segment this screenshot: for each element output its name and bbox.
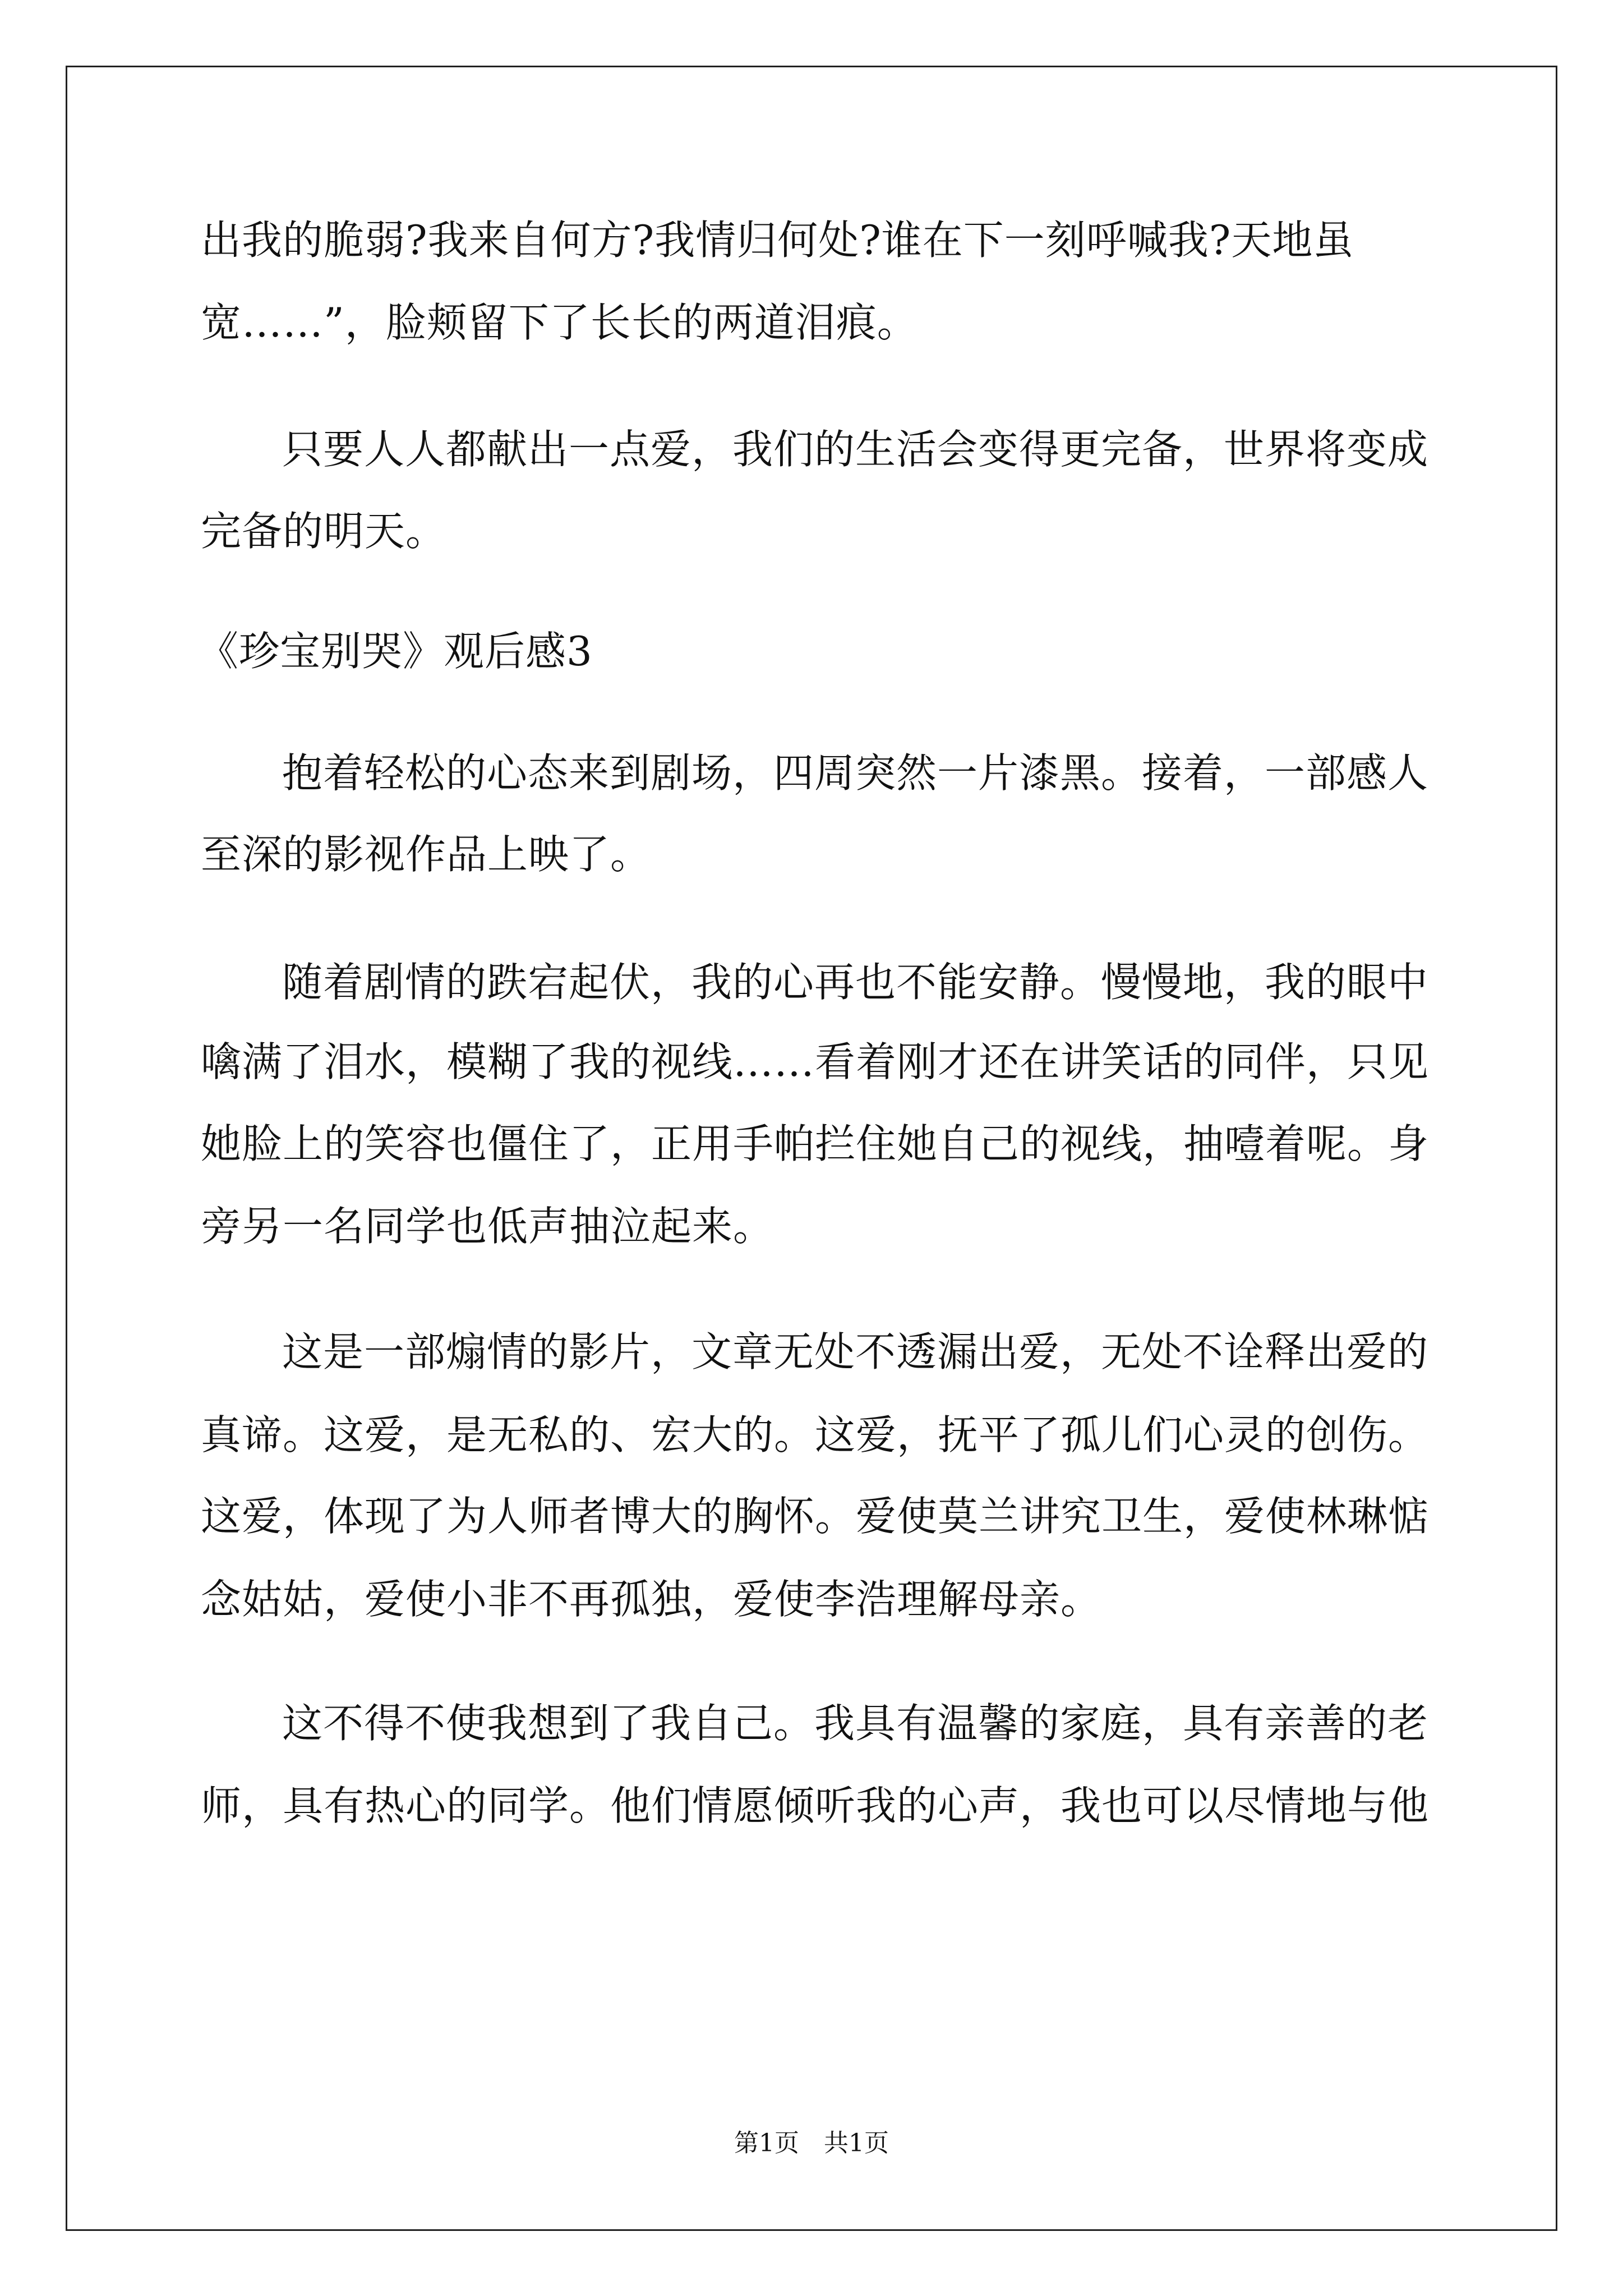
text-line: 师，具有热心的同学。他们情愿倾听我的心声，我也可以尽情地与他 — [201, 1782, 1430, 1829]
text-line: 真谛。这爱，是无私的、宏大的。这爱，抚平了孤儿们心灵的创伤。 — [201, 1411, 1430, 1458]
text-line: 旁另一名同学也低声抽泣起来。 — [201, 1203, 774, 1250]
text-line: 完备的明天。 — [201, 508, 447, 555]
text-line: 噙满了泪水，模糊了我的视线……看着刚才还在讲笑话的同伴，只见 — [201, 1038, 1430, 1085]
text-line: 出我的脆弱?我来自何方?我情归何处?谁在下一刻呼喊我?天地虽 — [201, 217, 1354, 264]
text-line: 至深的影视作品上映了。 — [201, 831, 652, 878]
text-line: 这爱，体现了为人师者博大的胸怀。爱使莫兰讲究卫生，爱使林琳惦 — [201, 1493, 1430, 1540]
section-heading: 《珍宝别哭》观后感3 — [198, 628, 593, 675]
paragraph-start-line: 只要人人都献出一点爱，我们的生活会变得更完备，世界将变成 — [282, 426, 1429, 473]
paragraph-start-line: 抱着轻松的心态来到剧场，四周突然一片漆黑。接着，一部感人 — [282, 749, 1429, 797]
paragraph-start-line: 这是一部煽情的影片，文章无处不透漏出爱，无处不诠释出爱的 — [282, 1328, 1429, 1375]
text-line: 宽……”，脸颊留下了长长的两道泪痕。 — [201, 299, 918, 346]
text-line: 她脸上的笑容也僵住了，正用手帕拦住她自己的视线，抽噎着呢。身 — [201, 1120, 1430, 1167]
paragraph-start-line: 这不得不使我想到了我自己。我具有温馨的家庭，具有亲善的老 — [282, 1700, 1429, 1747]
paragraph-start-line: 随着剧情的跌宕起伏，我的心再也不能安静。慢慢地，我的眼中 — [282, 959, 1429, 1006]
text-line: 念姑姑，爱使小非不再孤独，爱使李浩理解母亲。 — [201, 1576, 1102, 1623]
page-number-footer: 第1页 共1页 — [734, 2129, 889, 2157]
